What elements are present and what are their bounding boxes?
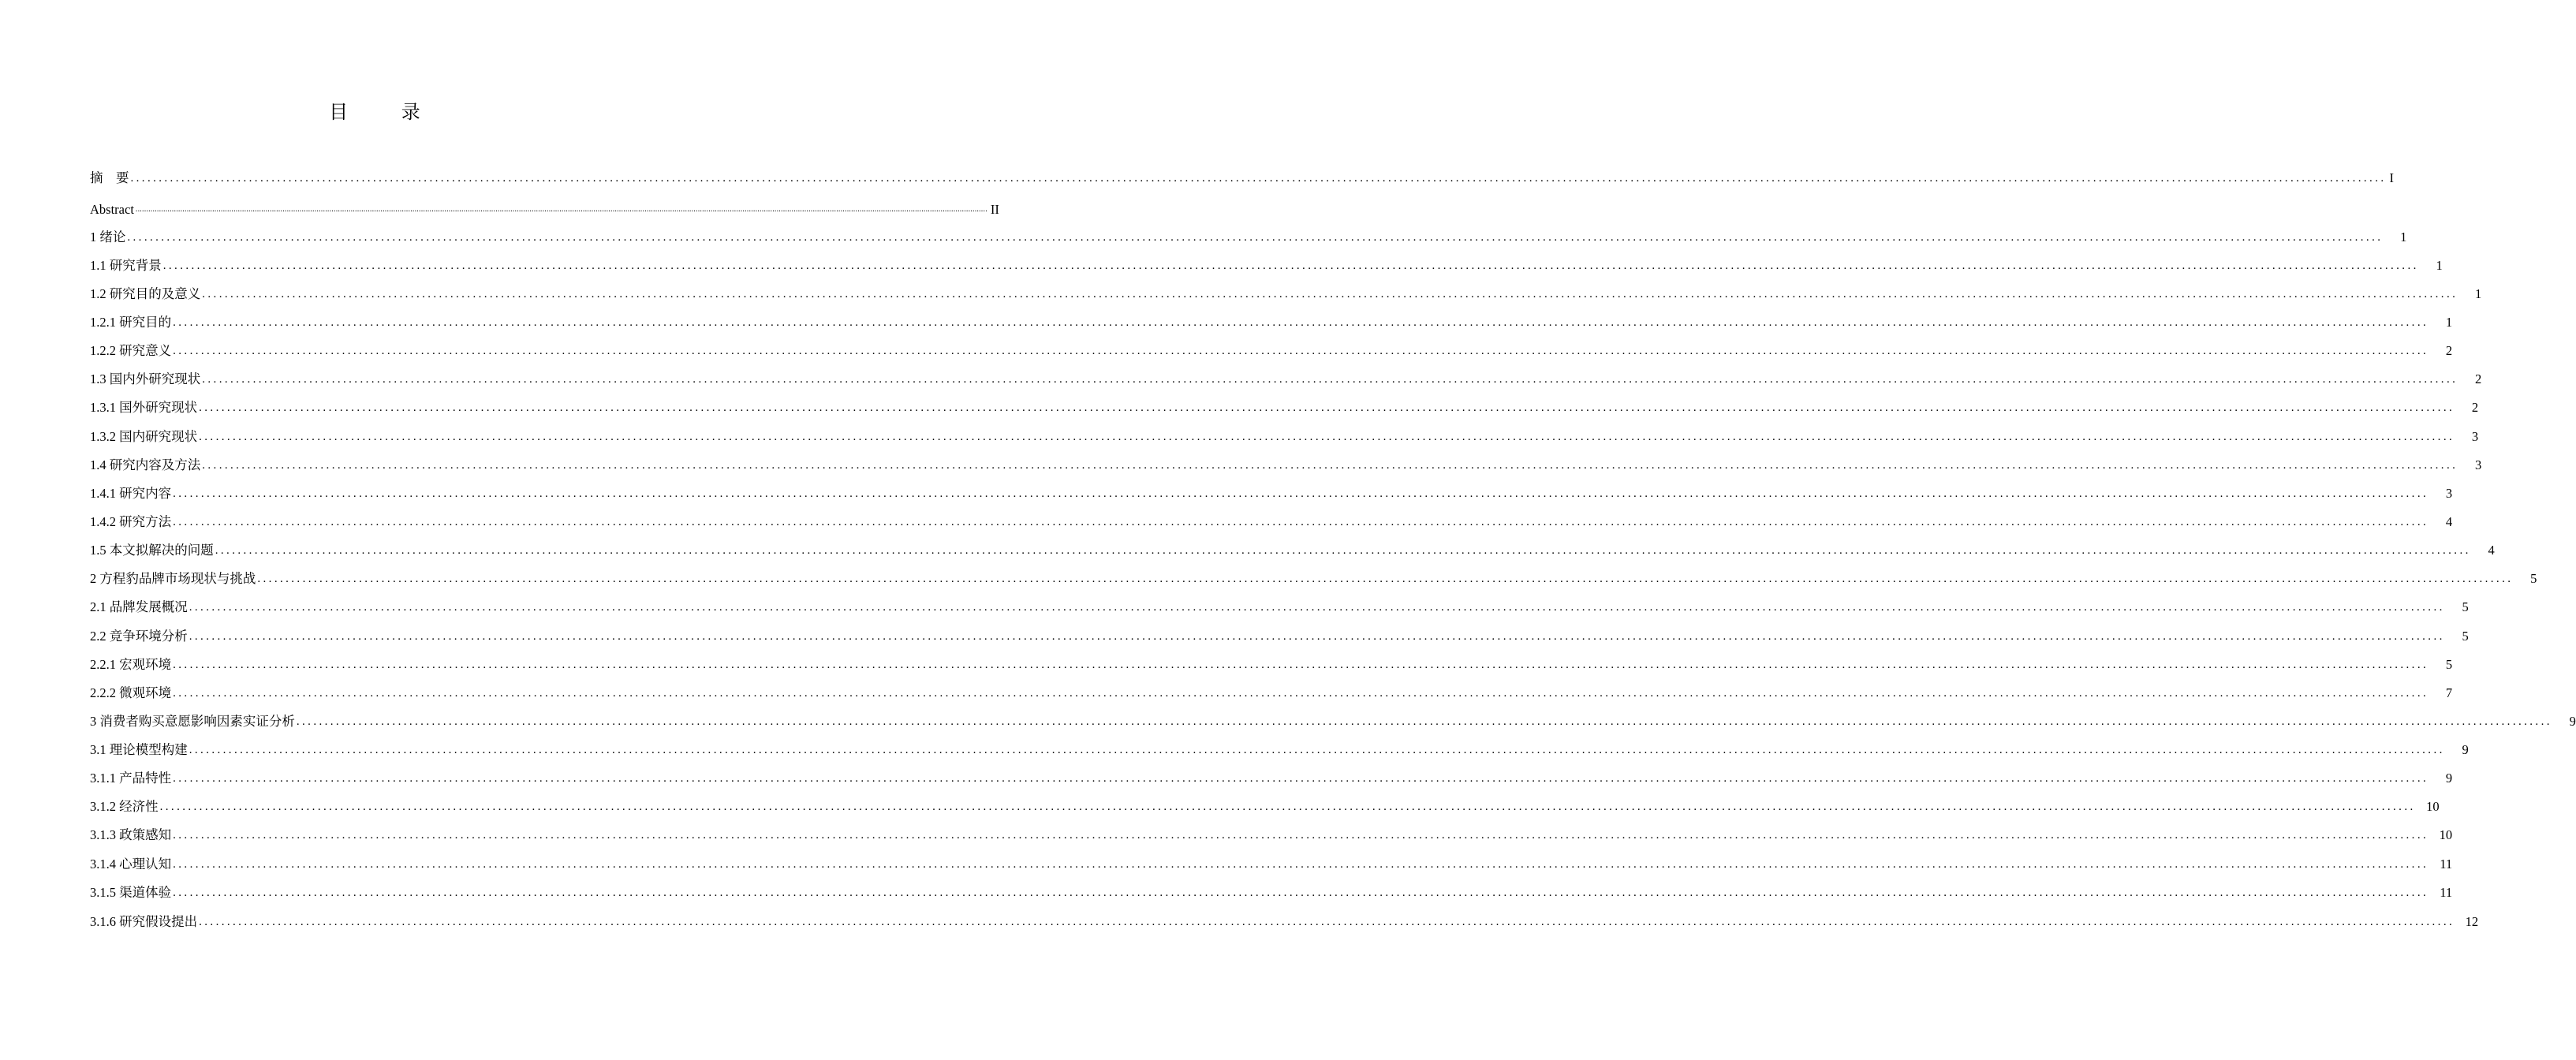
toc-entry-label: 2.1 品牌发展概况 [90, 599, 188, 614]
toc-dot-leader: ................................................................................................................................................................................................................................................................................................................................................................................................................ [199, 916, 2455, 928]
toc-entry-page: 4 [2488, 543, 2495, 558]
toc-entry[interactable] [90, 311, 2453, 331]
toc-entry-page: 1 [2400, 230, 2407, 244]
toc-dot-leader: ................................................................................................................................................................................................................................................................................................................................................................................................................ [173, 772, 2429, 785]
toc-entry-page: I [2389, 170, 2394, 185]
toc-entry-page: 9 [2462, 742, 2469, 757]
toc-entry[interactable] [90, 823, 2453, 844]
toc-dot-leader: ................................................................................................................................................................................................................................................................................................................................................................................................................ [159, 801, 2416, 813]
toc-entry-page: 5 [2462, 629, 2469, 644]
toc-entry-label: 1.4 研究内容及方法 [90, 457, 201, 472]
toc-dot-leader: ................................................................................................................................................................................................................................................................................................................................................................................................................ [173, 316, 2429, 329]
toc-entry[interactable] [90, 653, 2453, 674]
page-title: 目 录 [329, 101, 444, 123]
toc-entry-page: 12 [2465, 914, 2479, 929]
toc-entry-label: 1.4.1 研究内容 [90, 486, 172, 501]
toc-dot-leader: ................................................................................................................................................................................................................................................................................................................................................................................................................ [202, 459, 2458, 472]
toc-entry[interactable] [90, 282, 2482, 303]
toc-entry-label: 2 方程豹品牌市场现状与挑战 [90, 571, 256, 586]
toc-entry-label: 2.2 竞争环境分析 [90, 629, 188, 644]
toc-dot-leader: ................................................................................................................................................................................................................................................................................................................................................................................................................ [130, 172, 2387, 185]
toc-dot-leader: ................................................................................................................................................................................................................................................................................................................................................................................................................ [296, 715, 2552, 728]
toc-entry-page: 3 [2445, 486, 2453, 501]
toc-entry[interactable] [90, 482, 2453, 502]
toc-entry[interactable] [90, 881, 2453, 901]
toc-entry-label: 1.5 本文拟解决的问题 [90, 543, 214, 558]
toc-entry-page: 9 [2445, 771, 2453, 786]
toc-dot-leader: ................................................................................................................................................................................................................................................................................................................................................................................................................ [173, 659, 2429, 671]
toc-entry-label: 1.4.2 研究方法 [90, 514, 172, 529]
toc-entry[interactable] [90, 198, 999, 218]
toc-dot-leader: ................................................................................................................................................................................................................................................................................................................................................................................................................ [202, 373, 2458, 386]
toc-entry-label: 1.3.2 国内研究现状 [90, 429, 198, 444]
toc-dot-leader: ................................................................................................................................................................................................................................................................................................................................................................................................................ [257, 573, 2514, 585]
toc-dot-leader: ................................................................................................................................................................................................................................................................................................................................................................................................................ [189, 630, 2445, 643]
toc-entry[interactable] [90, 567, 2537, 588]
toc-entry[interactable] [90, 795, 2440, 816]
toc-entry-label: 1.2.1 研究目的 [90, 315, 172, 330]
toc-entry-page: 2 [2445, 343, 2453, 358]
toc-entry-page: 3 [2475, 457, 2482, 472]
toc-entry[interactable] [90, 226, 2407, 246]
toc-entry[interactable] [90, 595, 2469, 616]
toc-dot-leader: ................................................................................................................................................................................................................................................................................................................................................................................................................ [189, 601, 2445, 614]
toc-dot-leader: ................................................................................................................................................................................................................................................................................................................................................................................................................ [173, 858, 2429, 871]
toc-dot-leader: ................................................................................................................................................................................................................................................................................................................................................................................................................ [199, 401, 2455, 414]
toc-entry-page: II [990, 202, 999, 217]
toc-entry[interactable] [90, 738, 2469, 759]
toc-entry-page: 1 [2475, 286, 2482, 301]
toc-dot-leader: ................................................................................................................................................................................................................................................................................................................................................................................................................ [173, 687, 2429, 700]
toc-entry-page: 2 [2471, 400, 2479, 415]
toc-entry-label: 1.1 研究背景 [90, 258, 162, 273]
toc-entry[interactable] [90, 910, 2479, 931]
toc-entry-label: 1.2 研究目的及意义 [90, 286, 201, 301]
toc-entry-label: 3 消费者购买意愿影响因素实证分析 [90, 714, 295, 729]
toc-entry[interactable] [90, 368, 2482, 388]
toc-dot-leader: ................................................................................................................................................................................................................................................................................................................................................................................................................ [173, 516, 2429, 528]
toc-entry-page: 5 [2445, 657, 2453, 672]
toc-entry-page: 5 [2530, 571, 2537, 586]
toc-entry[interactable] [90, 625, 2469, 645]
toc-entry-page: 11 [2440, 857, 2453, 872]
toc-dot-leader: ................................................................................................................................................................................................................................................................................................................................................................................................................ [173, 886, 2429, 899]
toc-dot-leader: ................................................................................................................................................................................................................................................................................................................................................................................................................ [173, 487, 2429, 500]
toc-entry-label: 3.1.2 经济性 [90, 799, 159, 814]
toc-entry-label: 3.1.3 政策感知 [90, 827, 172, 842]
toc-entry[interactable] [90, 254, 2443, 274]
toc-entry-page: 5 [2462, 599, 2469, 614]
toc-entry-label: 3.1.6 研究假设提出 [90, 914, 198, 929]
toc-dot-leader: ................................................................................................................................................................................................................................................................................................................................................................................................................ [162, 259, 2419, 272]
toc-entry-label: 1 绪论 [90, 230, 126, 244]
toc-entry[interactable] [90, 710, 2576, 730]
toc-entry[interactable] [90, 853, 2453, 873]
toc-entry-page: 7 [2445, 685, 2453, 700]
toc-entry[interactable] [90, 425, 2479, 446]
toc-entry-label: 3.1.5 渠道体验 [90, 885, 172, 900]
toc-entry[interactable] [90, 166, 2394, 187]
toc-entry[interactable] [90, 510, 2453, 531]
toc-dot-leader: ................................................................................................................................................................................................................................................................................................................................................................................................................ [202, 288, 2458, 300]
toc-entry-label: 摘 要 [90, 170, 129, 185]
toc-entry-label: 3.1.1 产品特性 [90, 771, 172, 786]
toc-entry[interactable] [90, 453, 2482, 474]
toc-entry-page: 3 [2471, 429, 2479, 444]
toc-entry-label: 1.3.1 国外研究现状 [90, 400, 198, 415]
toc-entry-page: 1 [2445, 315, 2453, 330]
toc-entry-label: 3.1.4 心理认知 [90, 857, 172, 872]
toc-dot-leader: ................................................................................................................................................................................................................................................................................................................................................................................................................ [127, 231, 2384, 244]
toc-dot-leader: ................................................................................................................................................................................................................................................................................................................................................................................................................ [173, 345, 2429, 357]
toc-dot-leader: ................................................................................................................................................................................................................................................................................................................................................................................................................ [215, 544, 2471, 557]
toc-dot-leader: ................................................................................................................................................................................................................................................................................................................................................................................................................ [199, 431, 2455, 443]
toc-entry-label: 2.2.2 微观环境 [90, 685, 172, 700]
toc-entry-label: 3.1 理论模型构建 [90, 742, 188, 757]
toc-entry[interactable] [90, 339, 2453, 360]
toc-entry[interactable] [90, 539, 2495, 559]
toc-entry[interactable] [90, 681, 2453, 702]
toc-entry-page: 11 [2440, 885, 2453, 900]
toc-dot-leader: ................................................................................................................................................................................................................................................................................................................................................................................................................ [173, 829, 2429, 842]
toc-entry-label: Abstract [90, 202, 134, 217]
toc-entry-page: 4 [2445, 514, 2453, 529]
toc-entry-label: 1.3 国内外研究现状 [90, 371, 201, 386]
toc-entry-label: 1.2.2 研究意义 [90, 343, 172, 358]
toc-entry[interactable] [90, 767, 2453, 787]
toc-entry-page: 9 [2569, 714, 2576, 729]
toc-entry-page: 1 [2436, 258, 2443, 273]
toc-entry-page: 2 [2475, 371, 2482, 386]
toc-dot-leader: ................................................................................................................................................................................................................................................................................................................................................................................................................ [135, 205, 987, 214]
toc-entry-page: 10 [2439, 827, 2453, 842]
toc-dot-leader: ................................................................................................................................................................................................................................................................................................................................................................................................................ [189, 744, 2445, 756]
toc-entry-page: 10 [2426, 799, 2440, 814]
toc-entry[interactable] [90, 396, 2479, 416]
toc-entry-label: 2.2.1 宏观环境 [90, 657, 172, 672]
